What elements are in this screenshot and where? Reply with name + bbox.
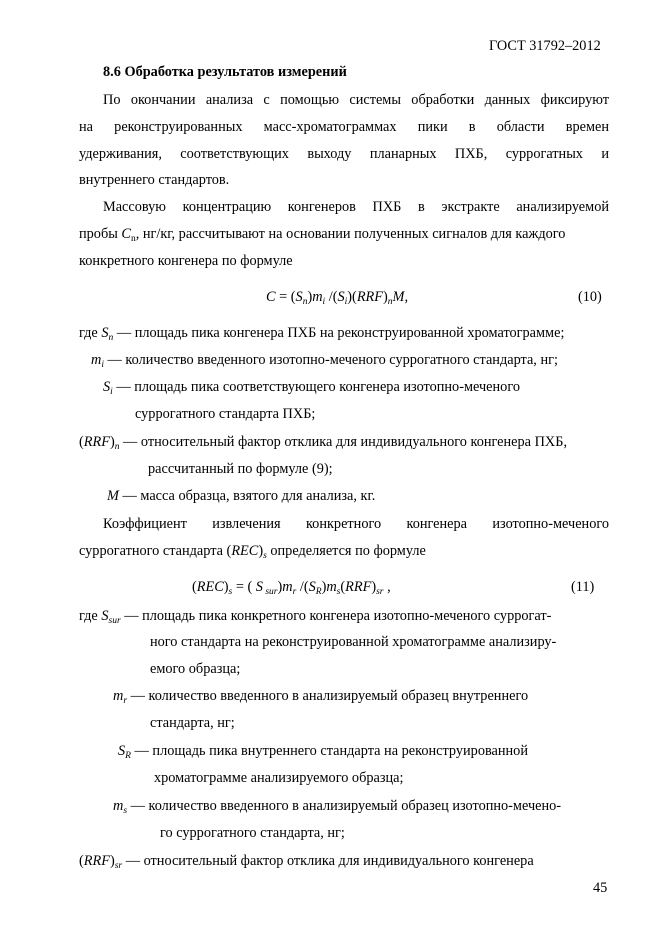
variable: C	[266, 289, 276, 305]
variable: RRF	[356, 289, 384, 305]
definition-ssur: где $S_{sur}$ — площадь пика конкретного конгенера изотопно-меченого суррогат-	[79, 608, 552, 626]
formula-11-number: (11)	[571, 579, 595, 595]
text: )	[307, 289, 313, 305]
variable: S	[295, 289, 303, 305]
text: )(	[347, 289, 357, 305]
definition-rrf-sr: $(RRF)_{sr}$ — относительный фактор отклика для индивидуального конгенера	[79, 853, 534, 871]
variable: C	[121, 226, 131, 242]
subscript: i	[322, 297, 326, 307]
paragraph-2-line-3: конкретного конгенера по формуле	[79, 253, 293, 269]
subscript: n	[387, 297, 393, 307]
subscript: n	[302, 297, 308, 307]
paragraph-1-line-1: По окончании анализа с помощью системы обработки данных фиксируют	[103, 92, 609, 108]
paragraph-2-line-2	[79, 225, 565, 243]
definition-ssur-continuation-1: ного стандарта на реконструированной хроматограмме анализиру-	[150, 634, 557, 650]
definition-ssur-continuation-2: емого образца;	[150, 661, 241, 677]
paragraph-3-line-1: Коэффициент извлечения конкретного конгенера изотопно-меченого	[103, 516, 609, 532]
text: , нг/кг, рассчитывают на основании полученных сигналов для каждого	[135, 226, 566, 242]
page-number: 45	[593, 880, 608, 896]
subscript: n	[130, 234, 136, 244]
definition-si: $S_i$ — площадь пика соответствующего конгенера изотопно-меченого	[103, 379, 520, 397]
formula-11: $(REC)_s$ = ( S $_{sur})m_r$ $/(S_R)m_s(RRF)_{sr}$ ,	[192, 579, 391, 597]
section-heading: 8.6 Обработка результатов измерений	[103, 64, 347, 80]
variable: M,	[392, 289, 409, 305]
definition-m: M — масса образца, взятого для анализа, кг.	[107, 488, 376, 504]
definition-sr: $S_R$ — площадь пика внутреннего стандарта на реконструированной	[118, 743, 528, 761]
definition-rrf-n-continuation: рассчитанный по формуле (9);	[148, 461, 333, 477]
paragraph-2-line-1: Массовую концентрацию конгенеров ПХБ в экстракте анализируемой	[103, 199, 609, 215]
definition-mr-continuation: стандарта, нг;	[150, 715, 235, 731]
definition-ms-continuation: го суррогатного стандарта, нг;	[160, 825, 345, 841]
definition-ms: $m_s$ — количество введенного в анализируемый образец изотопно-мечено-	[113, 798, 562, 816]
formula-10-number: (10)	[578, 289, 602, 305]
paragraph-1-line-2: на реконструированных масс-хроматограммах пики в области времен	[79, 119, 609, 135]
subscript: i	[344, 297, 348, 307]
definition-mr: $m_r$ — количество введенного в анализируемый образец внутреннего	[113, 688, 529, 706]
variable: S	[337, 289, 345, 305]
definition-rrf-n: $(RRF)_n$ — относительный фактор отклика для индивидуального конгенера ПХБ,	[79, 434, 568, 452]
paragraph-3-line-2: суррогатного стандарта $(REC)_s$ определяется по формуле	[79, 543, 426, 561]
formula-10	[266, 288, 408, 306]
text: = (	[275, 289, 296, 305]
text: )	[383, 289, 388, 305]
variable: m	[312, 289, 323, 305]
standard-number: ГОСТ 31792–2012	[489, 38, 601, 54]
paragraph-1-line-4: внутреннего стандартов.	[79, 172, 230, 188]
definition-mi: $m_i$ — количество введенного изотопно-меченого суррогатного стандарта, нг;	[91, 352, 558, 370]
paragraph-1-line-3: удерживания, соответствующих выходу планарных ПХБ, суррогатных и	[79, 146, 609, 162]
text: пробы	[79, 226, 118, 242]
definition-si-continuation: суррогатного стандарта ПХБ;	[135, 406, 316, 422]
definition-sn: где $S_n$ — площадь пика конгенера ПХБ на реконструированной хроматограмме;	[79, 325, 565, 343]
text: /(	[325, 289, 338, 305]
definition-sr-continuation: хроматограмме анализируемого образца;	[154, 770, 404, 786]
